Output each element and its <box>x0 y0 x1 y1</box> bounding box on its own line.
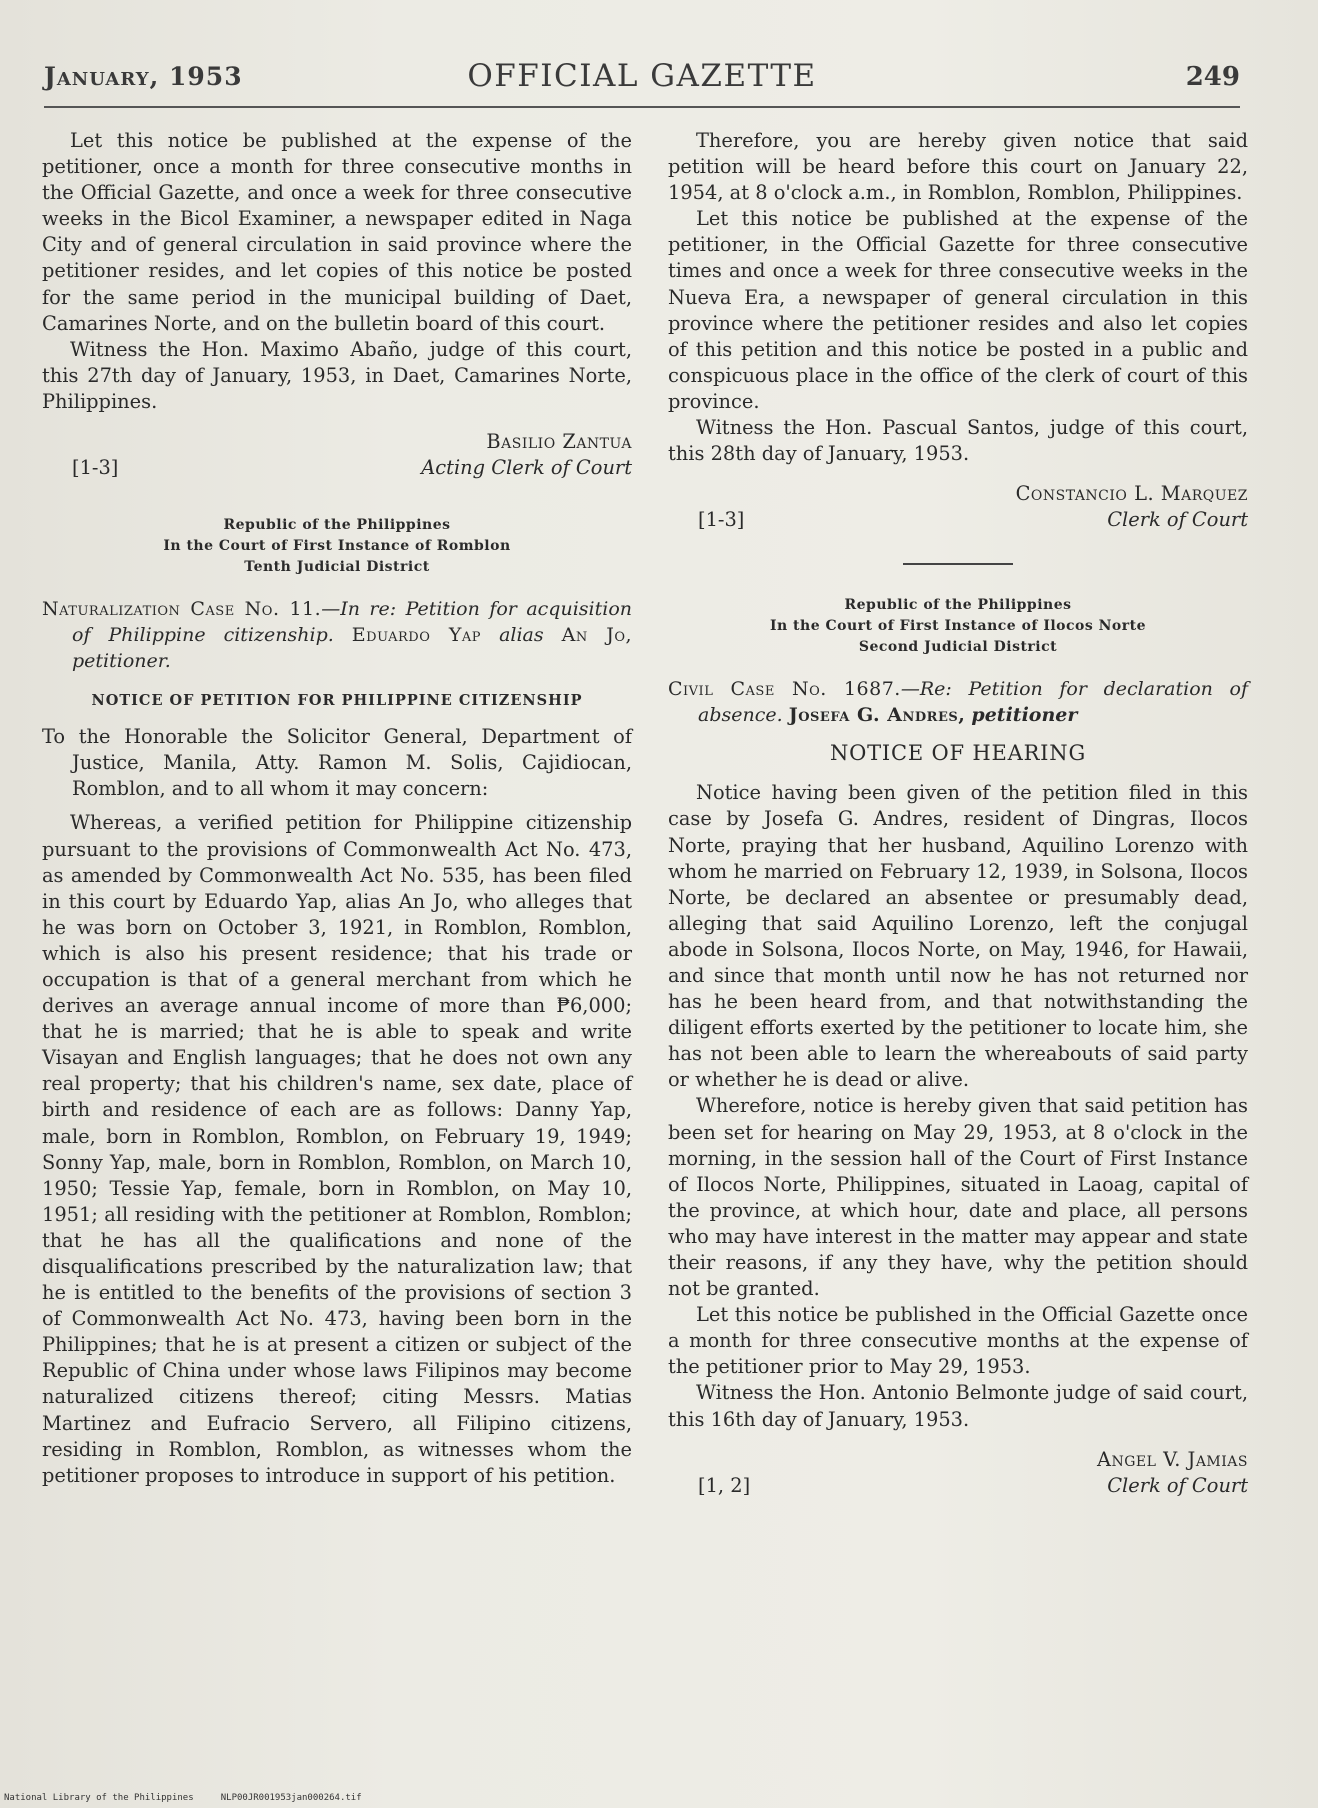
case-caption <box>668 676 1248 728</box>
court-heading-line: Second Judicial District <box>858 639 1058 656</box>
header-date: January, 1953 <box>44 62 243 91</box>
signatory-title: Clerk of Court <box>1107 1473 1248 1497</box>
court-heading-line: In the Court of First Instance of Romblon <box>163 538 511 555</box>
case-alias: alias <box>499 624 544 647</box>
case-description: —In re: Petition for acquisition of Philippine citizenship. <box>72 598 633 647</box>
case-role: petitioner. <box>72 650 171 673</box>
page-header <box>44 58 1240 108</box>
petition-body: Whereas, a verified petition for Philippine citizenship pursuant to the provisions of Commonwealth Act No. 473, as amended by Commonwealth Act No. 535, has been filed in this court by Eduardo Yap, alias An Jo, who alleges that he was born on October 3, 1921, in Romblon, Romblon, which is also his present residence; that his trade or occupation is that of a general merchant from which he derives an average annual income of more than ₱6,000; that he is married; that he is able to speak and write Visayan and English languages; that he does not own any real property; that his children's name, sex date, place of birth and residence of each are as follows: Danny Yap, male, born in Romblon, Romblon, on February 19, 1949; Sonny Yap, male, born in Romblon, Romblon, on March 10, 1950; Tessie Yap, female, born in Romblon, on May 10, 1951; all residing with the petitioner at Romblon, Romblon; that he has all the qualifications and none of the disqualifications prescribed by the naturalization law; that he is entitled to the benefits of the provisions of section 3 of Commonwealth Act No. 473, having been born in the Philippines; that he is at present a citizen or subject of the Republic of China under whose laws Filipinos may become naturalized citizens thereof; citing Messrs. Matias Martinez and Eufracio Servero, all Filipino citizens, residing in Romblon, Romblon, as witnesses whom the petitioner proposes to introduce in support of his petition. <box>42 811 632 1487</box>
case-label: Naturalization Case No. 11. <box>42 598 322 621</box>
signature-block <box>668 481 1248 537</box>
left-column <box>42 128 632 1489</box>
signature-block <box>42 429 632 485</box>
therefore-paragraph: Therefore, you are hereby given notice that said petition will be heard before this court on January 22, 1954, at 8 o'clock a.m., in Romblon, Romblon, Philippines. <box>668 129 1248 205</box>
witness-paragraph: Witness the Hon. Maximo Abaño, judge of this court, this 27th day of January, 1953, in Daet, Camarines Norte, Philippines. <box>42 337 632 413</box>
case-party: Eduardo Yap <box>351 624 482 647</box>
signatory-name: Constancio L. Marquez <box>1015 482 1248 506</box>
case-description: —Re: Petition for declaration of absence. <box>698 678 1249 727</box>
witness-paragraph: Witness the Hon. Pascual Santos, judge of this court, this 28th day of January, 1953. <box>668 416 1248 466</box>
case-role: petitioner <box>971 704 1078 727</box>
publication-ref: [1-3] <box>698 508 745 532</box>
case-party: Josefa G. Andres, <box>788 704 966 727</box>
publication-paragraph: Let this notice be published in the Official Gazette once a month for three consecutive months at the expense of the petitioner prior to May 29, 1953. <box>668 1303 1248 1379</box>
court-heading <box>42 515 632 578</box>
signatory-name: Basilio Zantua <box>486 430 632 454</box>
publication-paragraph: Let this notice be published at the expense of the petitioner, once a month for three consecutive months in the Official Gazette, and once a week for three consecutive weeks in the Bicol Examiner, a newspaper edited in Naga City and of general circulation in said province where the petitioner resides, and let copies of this notice be posted for the same period in the municipal building of Daet, Camarines Norte, and on the bulletin board of this court. <box>42 129 632 335</box>
page-number: 249 <box>1185 62 1240 92</box>
court-heading-line: Republic of the Philippines <box>844 597 1072 614</box>
witness-paragraph: Witness the Hon. Antonio Belmonte judge of said court, this 16th day of January, 1953. <box>668 1381 1248 1431</box>
publication-ref: [1-3] <box>72 456 119 480</box>
court-heading-line: In the Court of First Instance of Ilocos Norte <box>769 618 1147 635</box>
scan-footer: National Library of the Philippines NLP00JR001953jan000264.tif <box>4 1793 362 1803</box>
signatory-title: Clerk of Court <box>1107 508 1248 532</box>
publication-ref: [1, 2] <box>698 1473 751 1497</box>
court-heading-line: Tenth Judicial District <box>244 559 430 576</box>
notice-title: NOTICE OF PETITION FOR PHILIPPINE CITIZENSHIP <box>91 692 583 710</box>
court-heading-line: Republic of the Philippines <box>223 517 451 534</box>
wherefore-paragraph: Wherefore, notice is hereby given that said petition has been set for hearing on May 29, 1953, at 8 o'clock in the morning, in the session hall of the Court of First Instance of Ilocos Norte, Philippines, situated in Laoag, capital of the province, at which hour, date and place, all persons who may have interest in the matter may appear and state their reasons, if any they have, why the petition should not be granted. <box>668 1094 1248 1301</box>
signatory-title: Acting Clerk of Court <box>421 456 632 480</box>
hearing-body: Notice having been given of the petition filed in this case by Josefa G. Andres, resident of Dingras, Ilocos Norte, praying that her husband, Aquilino Lorenzo with whom he married on February 12, 1939, in Solsona, Ilocos Norte, be declared an absentee or presumably dead, alleging that said Aquilino Lorenzo, left the conjugal abode in Solsona, Ilocos Norte, on May, 1946, for Hawaii, and since that month until now he has not returned nor has he been heard from, and that notwithstanding the diligent efforts exerted by the petitioner to locate him, she has not been able to learn the whereabouts of said party or whether he is dead or alive. <box>668 781 1248 1092</box>
addressees: To the Honorable the Solicitor General, Department of Justice, Manila, Atty. Ramon M. Solis, Cajidiocan, Romblon, and to all whom it may concern: <box>42 725 632 801</box>
case-label: Civil Case No. 1687. <box>668 678 901 701</box>
case-alias-name: An Jo, <box>561 624 633 647</box>
section-divider <box>903 563 1013 565</box>
right-column <box>668 128 1248 1503</box>
notice-title: NOTICE OF HEARING <box>829 741 1087 766</box>
case-caption <box>42 596 632 674</box>
signatory-name: Angel V. Jamias <box>1096 1447 1248 1471</box>
signature-block <box>668 1447 1248 1503</box>
publication-paragraph: Let this notice be published at the expense of the petitioner, in the Official Gazette for three consecutive times and once a week for three consecutive weeks in the Nueva Era, a newspaper of general circulation in this province where the petitioner resides and also let copies of this petition and this notice be posted in a public and conspicuous place in the office of the clerk of court of this province. <box>668 207 1248 413</box>
header-title: OFFICIAL GAZETTE <box>467 58 817 94</box>
court-heading <box>668 595 1248 658</box>
